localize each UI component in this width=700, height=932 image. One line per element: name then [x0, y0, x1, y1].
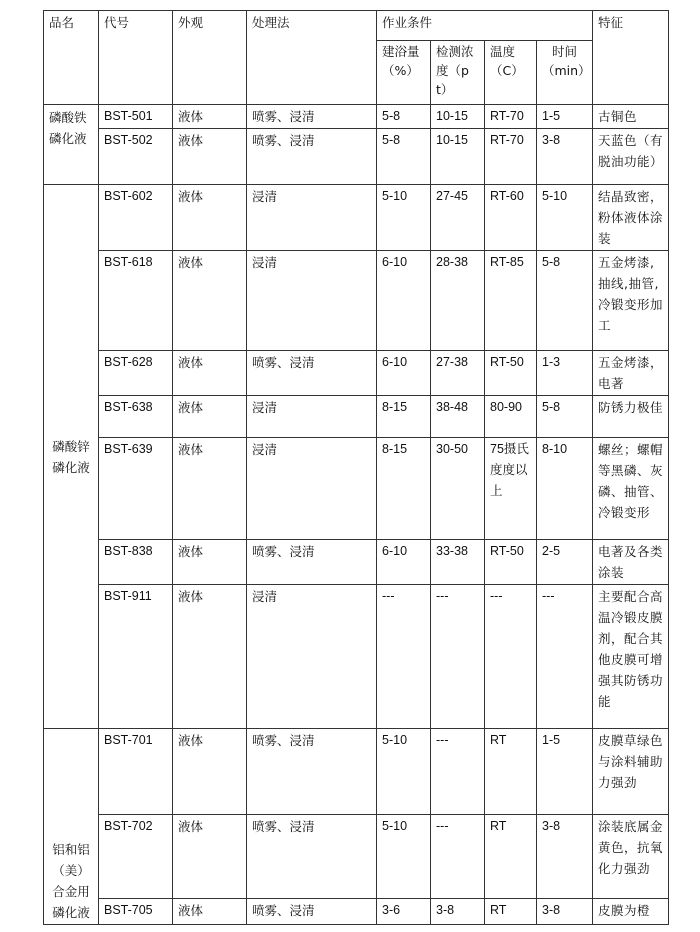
row-appearance: 液体: [173, 396, 247, 438]
row-appearance: 液体: [173, 540, 247, 585]
row-method: 喷雾、浸清: [247, 351, 377, 396]
row-temperature: ---: [485, 585, 537, 729]
row-time: 3-8: [537, 899, 593, 925]
row-appearance: 液体: [173, 899, 247, 925]
row-feature: 电著及各类涂装: [593, 540, 669, 585]
row-time: 5-8: [537, 251, 593, 351]
row-temperature: 80-90: [485, 396, 537, 438]
row-code: BST-838: [99, 540, 173, 585]
row-method: 喷雾、浸清: [247, 540, 377, 585]
header-row: [44, 11, 669, 41]
row-bath: ---: [377, 585, 431, 729]
row-feature: 螺丝；螺帽等黑磷、灰磷、抽管、冷锻变形: [593, 438, 669, 540]
header-name: 品名: [44, 11, 99, 105]
row-feature: 五金烤漆，电著: [593, 351, 669, 396]
row-bath: 8-15: [377, 438, 431, 540]
table-row: [44, 438, 669, 540]
row-code: BST-602: [99, 185, 173, 251]
row-concentration: 10-15: [431, 105, 485, 129]
row-code: BST-701: [99, 729, 173, 815]
row-feature: 结晶致密，粉体液体涂装: [593, 185, 669, 251]
row-concentration: 3-8: [431, 899, 485, 925]
row-temperature: RT-70: [485, 105, 537, 129]
row-method: 喷雾、浸清: [247, 105, 377, 129]
row-feature: 防锈力极佳: [593, 396, 669, 438]
row-appearance: 液体: [173, 129, 247, 185]
row-concentration: 27-45: [431, 185, 485, 251]
row-time: 5-10: [537, 185, 593, 251]
row-method: 喷雾、浸清: [247, 729, 377, 815]
row-time: 5-8: [537, 396, 593, 438]
row-time: 1-3: [537, 351, 593, 396]
row-temperature: RT: [485, 815, 537, 899]
row-bath: 6-10: [377, 251, 431, 351]
row-code: BST-628: [99, 351, 173, 396]
row-bath: 5-10: [377, 185, 431, 251]
table-row: [44, 585, 669, 729]
table-body: [44, 105, 669, 925]
table-row: [44, 351, 669, 396]
row-bath: 5-10: [377, 815, 431, 899]
row-appearance: 液体: [173, 729, 247, 815]
table-row: [44, 729, 669, 815]
row-method: 喷雾、浸清: [247, 899, 377, 925]
row-temperature: RT: [485, 899, 537, 925]
row-feature: 涂装底属金黄色，抗氧化力强劲: [593, 815, 669, 899]
row-code: BST-501: [99, 105, 173, 129]
row-time: 8-10: [537, 438, 593, 540]
row-temperature: RT-85: [485, 251, 537, 351]
row-appearance: 液体: [173, 815, 247, 899]
row-bath: 5-8: [377, 105, 431, 129]
row-appearance: 液体: [173, 105, 247, 129]
row-code: BST-911: [99, 585, 173, 729]
row-concentration: 38-48: [431, 396, 485, 438]
row-temperature: RT-60: [485, 185, 537, 251]
table-row: [44, 105, 669, 129]
subheader-concentration: 检测浓度（pt）: [431, 41, 485, 105]
table-row: [44, 251, 669, 351]
row-concentration: ---: [431, 815, 485, 899]
row-concentration: 33-38: [431, 540, 485, 585]
row-code: BST-502: [99, 129, 173, 185]
table-row: [44, 899, 669, 925]
row-code: BST-702: [99, 815, 173, 899]
subheader-temperature: 温度（C）: [485, 41, 537, 105]
header-conditions: 作业条件: [377, 11, 593, 41]
table-row: [44, 129, 669, 185]
header-code: 代号: [99, 11, 173, 105]
row-category: 磷酸铁磷化液: [44, 105, 99, 185]
row-temperature: RT-50: [485, 351, 537, 396]
header-appearance: 外观: [173, 11, 247, 105]
row-bath: 3-6: [377, 899, 431, 925]
subheader-time: 时间（min）: [537, 41, 593, 105]
row-temperature: RT-70: [485, 129, 537, 185]
row-method: 浸清: [247, 585, 377, 729]
row-feature: 五金烤漆,抽线,抽管,冷锻变形加工: [593, 251, 669, 351]
row-feature: 皮膜为橙: [593, 899, 669, 925]
row-concentration: 27-38: [431, 351, 485, 396]
spec-table: [43, 10, 669, 925]
row-concentration: ---: [431, 585, 485, 729]
row-appearance: 液体: [173, 351, 247, 396]
row-bath: 8-15: [377, 396, 431, 438]
row-bath: 5-8: [377, 129, 431, 185]
row-bath: 6-10: [377, 540, 431, 585]
row-appearance: 液体: [173, 185, 247, 251]
row-temperature: RT-50: [485, 540, 537, 585]
row-code: BST-705: [99, 899, 173, 925]
row-time: 3-8: [537, 129, 593, 185]
row-method: 浸清: [247, 251, 377, 351]
row-category: 磷酸锌磷化液: [44, 185, 99, 729]
row-appearance: 液体: [173, 585, 247, 729]
row-code: BST-638: [99, 396, 173, 438]
row-appearance: 液体: [173, 251, 247, 351]
row-concentration: 10-15: [431, 129, 485, 185]
row-bath: 5-10: [377, 729, 431, 815]
row-feature: 古铜色: [593, 105, 669, 129]
row-category: 铝和铝（美）合金用磷化液: [44, 729, 99, 925]
table-row: [44, 540, 669, 585]
row-appearance: 液体: [173, 438, 247, 540]
header-method: 处理法: [247, 11, 377, 105]
row-time: 3-8: [537, 815, 593, 899]
table-row: [44, 396, 669, 438]
row-feature: 皮膜草绿色与涂料辅助力强劲: [593, 729, 669, 815]
header-feature: 特征: [593, 11, 669, 105]
row-code: BST-639: [99, 438, 173, 540]
row-feature: 天蓝色（有脱油功能）: [593, 129, 669, 185]
row-time: 1-5: [537, 105, 593, 129]
table-row: [44, 815, 669, 899]
row-bath: 6-10: [377, 351, 431, 396]
row-time: 2-5: [537, 540, 593, 585]
row-time: ---: [537, 585, 593, 729]
row-method: 喷雾、浸清: [247, 129, 377, 185]
subheader-bath: 建浴量（%）: [377, 41, 431, 105]
row-temperature: 75摄氏度度以上: [485, 438, 537, 540]
row-code: BST-618: [99, 251, 173, 351]
row-feature: 主要配合高温冷锻皮膜剂，配合其他皮膜可增强其防锈功能: [593, 585, 669, 729]
row-time: 1-5: [537, 729, 593, 815]
row-method: 喷雾、浸清: [247, 815, 377, 899]
table-row: [44, 185, 669, 251]
row-concentration: ---: [431, 729, 485, 815]
row-method: 浸清: [247, 185, 377, 251]
row-method: 浸清: [247, 438, 377, 540]
row-method: 浸清: [247, 396, 377, 438]
row-concentration: 28-38: [431, 251, 485, 351]
row-temperature: RT: [485, 729, 537, 815]
row-concentration: 30-50: [431, 438, 485, 540]
